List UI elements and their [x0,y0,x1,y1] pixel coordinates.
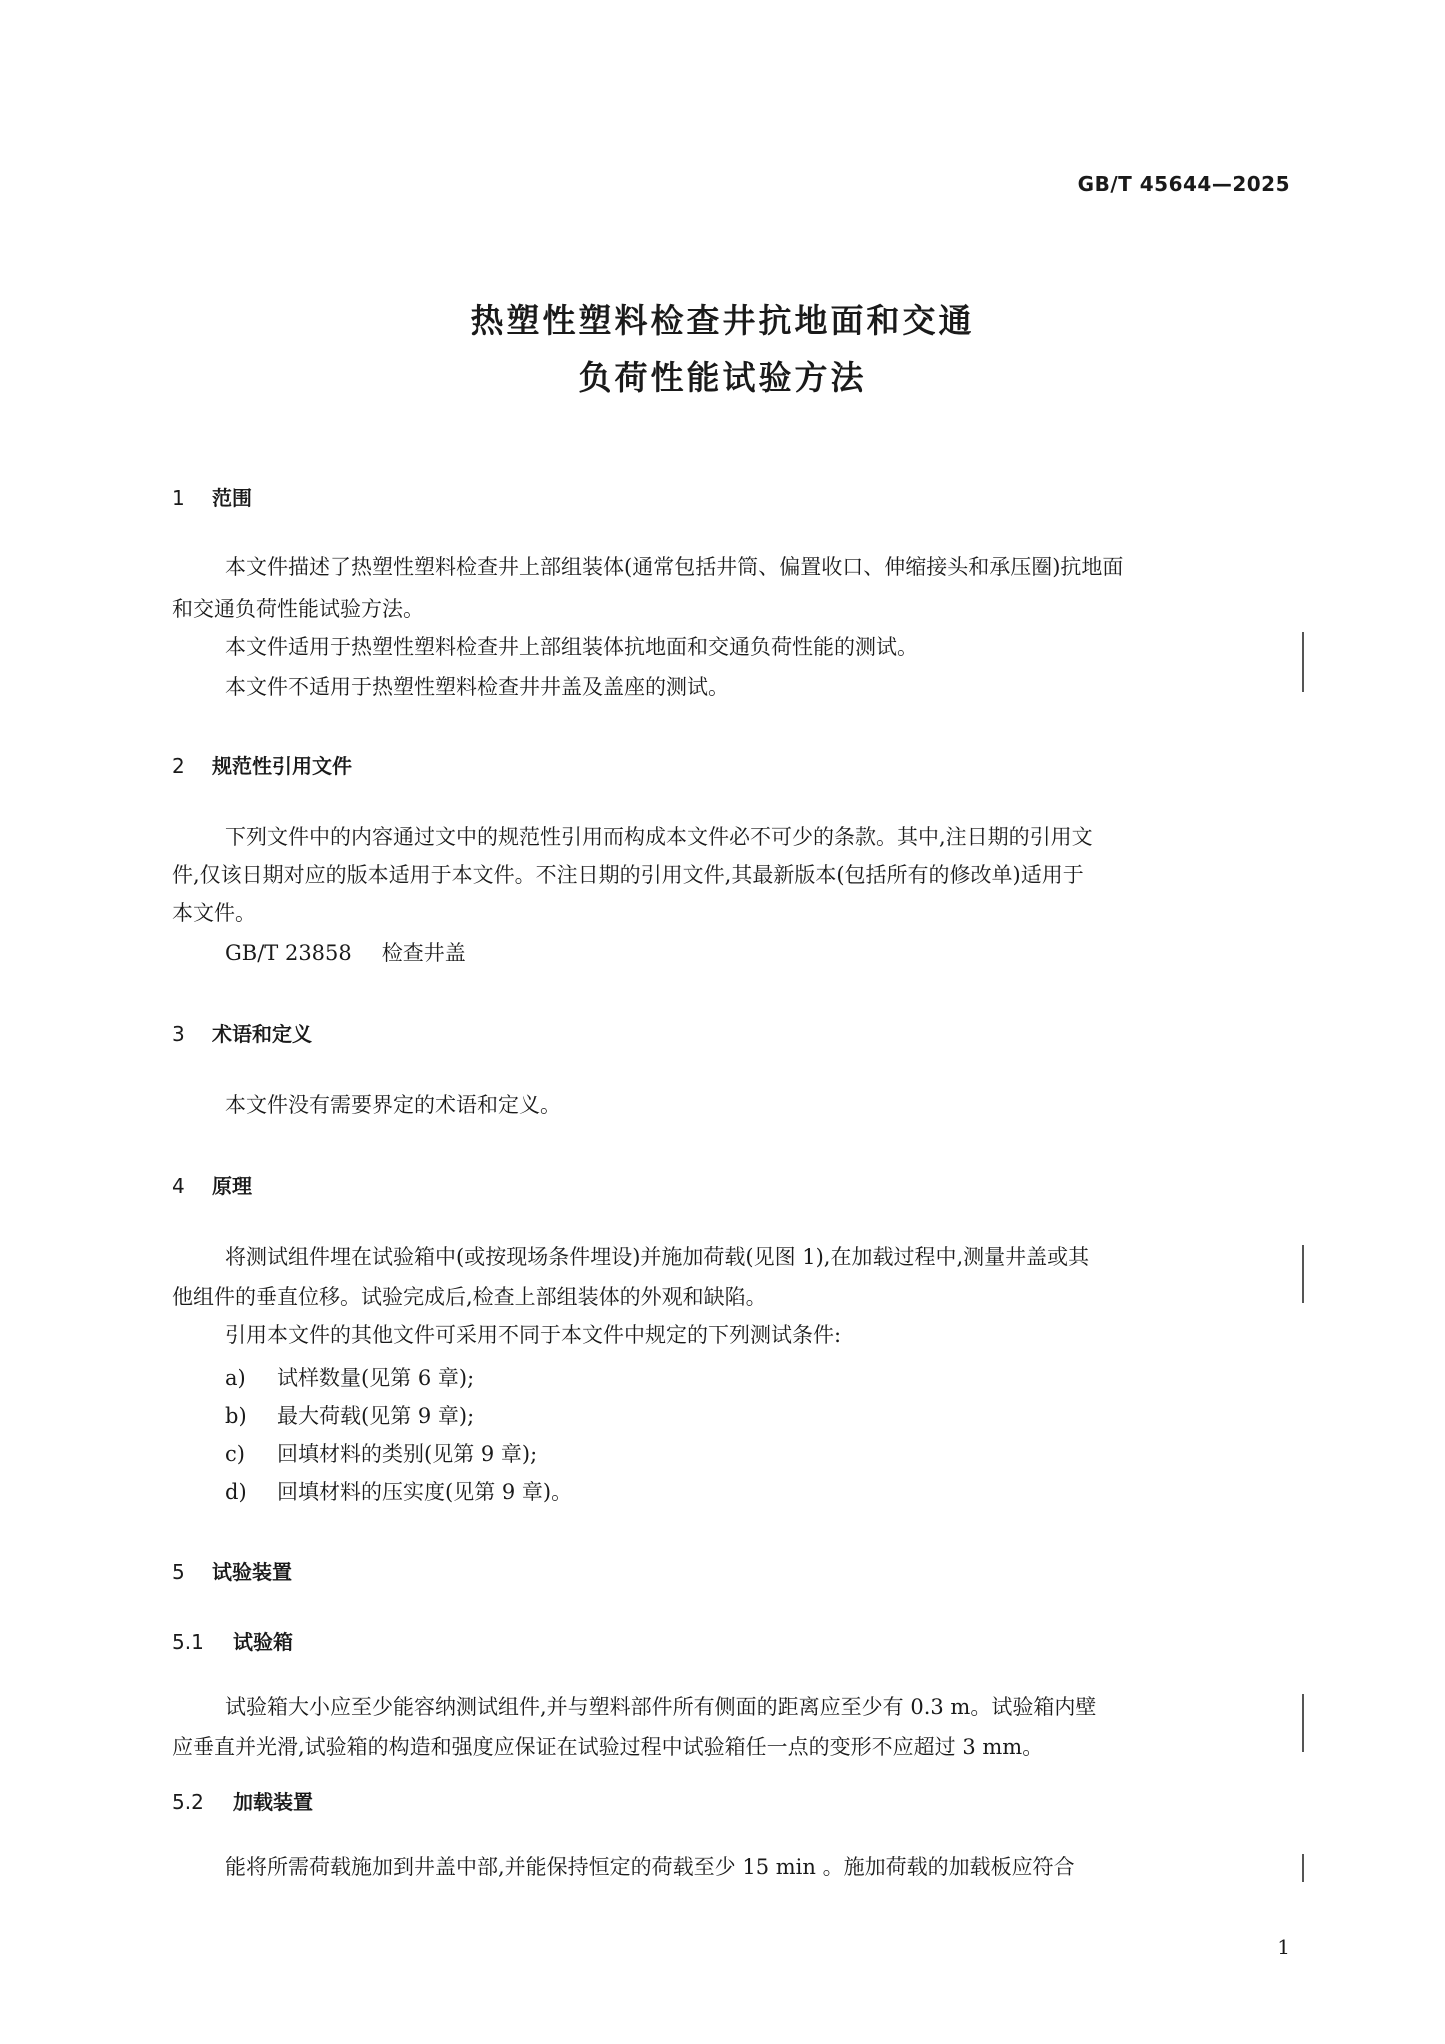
standard-number: GB/T 45644—2025 [1077,172,1290,196]
change-bar [1302,1694,1304,1752]
paragraph-line: 本文件没有需要界定的术语和定义。 [225,1093,561,1117]
subsection-5-2-heading [172,1786,313,1815]
paragraph-line: 应垂直并光滑,试验箱的构造和强度应保证在试验过程中试验箱任一点的变形不应超过 3 mm。 [172,1735,1044,1759]
section-5-heading [172,1556,292,1585]
paragraph-line: 他组件的垂直位移。试验完成后,检查上部组装体的外观和缺陷。 [172,1285,767,1309]
list-marker: c) [225,1442,245,1466]
section-2-heading [172,750,352,779]
document-title-line-2: 负荷性能试验方法 [578,358,867,397]
paragraph-line: 和交通负荷性能试验方法。 [172,597,424,621]
paragraph-line: 本文件不适用于热塑性塑料检查井井盖及盖座的测试。 [225,675,729,699]
paragraph-line: 将测试组件埋在试验箱中(或按现场条件埋设)并施加荷载(见图 1),在加载过程中,测量井盖或其 [225,1245,1090,1269]
list-item [225,1438,537,1468]
change-bar [1302,1854,1304,1882]
section-title: 试验装置 [212,1560,292,1584]
list-item [225,1400,474,1430]
list-marker: a) [225,1366,246,1390]
reference-code: GB/T 23858 [225,941,352,965]
paragraph-line: 试验箱大小应至少能容纳测试组件,并与塑料部件所有侧面的距离应至少有 0.3 m。试验箱内壁 [225,1695,1097,1719]
list-marker: b) [225,1404,247,1428]
section-number: 1 [172,486,185,510]
reference-title: 检查井盖 [381,941,466,965]
list-text: 回填材料的压实度(见第 9 章)。 [277,1480,573,1504]
paragraph-line: 本文件。 [172,901,256,925]
section-title: 术语和定义 [212,1022,312,1046]
paragraph-line: 本文件描述了热塑性塑料检查井上部组装体(通常包括井筒、偏置收口、伸缩接头和承压圈)抗地面 [225,555,1124,579]
paragraph-line: 引用本文件的其他文件可采用不同于本文件中规定的下列测试条件: [225,1323,842,1347]
paragraph-line: 本文件适用于热塑性塑料检查井上部组装体抗地面和交通负荷性能的测试。 [225,635,918,659]
list-text: 试样数量(见第 6 章); [277,1366,475,1390]
subsection-title: 试验箱 [233,1630,293,1654]
paragraph-line: 件,仅该日期对应的版本适用于本文件。不注日期的引用文件,其最新版本(包括所有的修改单)适用于 [172,863,1084,887]
list-item [225,1476,572,1506]
paragraph-line: 能将所需荷载施加到井盖中部,并能保持恒定的荷载至少 15 min 。施加荷载的加载板应符合 [225,1855,1075,1879]
section-number: 3 [172,1022,185,1046]
change-bar [1302,632,1304,692]
list-marker: d) [225,1480,247,1504]
section-title: 原理 [212,1174,252,1198]
section-3-heading [172,1018,312,1047]
section-number: 4 [172,1174,185,1198]
subsection-title: 加载装置 [233,1790,313,1814]
list-item [225,1362,474,1392]
section-number: 2 [172,754,185,778]
document-title-line-1: 热塑性塑料检查井抗地面和交通 [470,301,975,340]
subsection-number: 5.2 [172,1790,204,1814]
section-4-heading [172,1170,252,1199]
section-number: 5 [172,1560,185,1584]
section-title: 规范性引用文件 [212,754,352,778]
list-text: 回填材料的类别(见第 9 章); [277,1442,538,1466]
section-title: 范围 [212,486,252,510]
subsection-5-1-heading [172,1626,293,1655]
normative-reference [172,938,1292,968]
section-1-heading [172,482,252,511]
paragraph-line: 下列文件中的内容通过文中的规范性引用而构成本文件必不可少的条款。其中,注日期的引用文 [225,825,1093,849]
change-bar [1302,1245,1304,1303]
page-number: 1 [1277,1935,1290,1959]
list-text: 最大荷载(见第 9 章); [277,1404,475,1428]
subsection-number: 5.1 [172,1630,204,1654]
